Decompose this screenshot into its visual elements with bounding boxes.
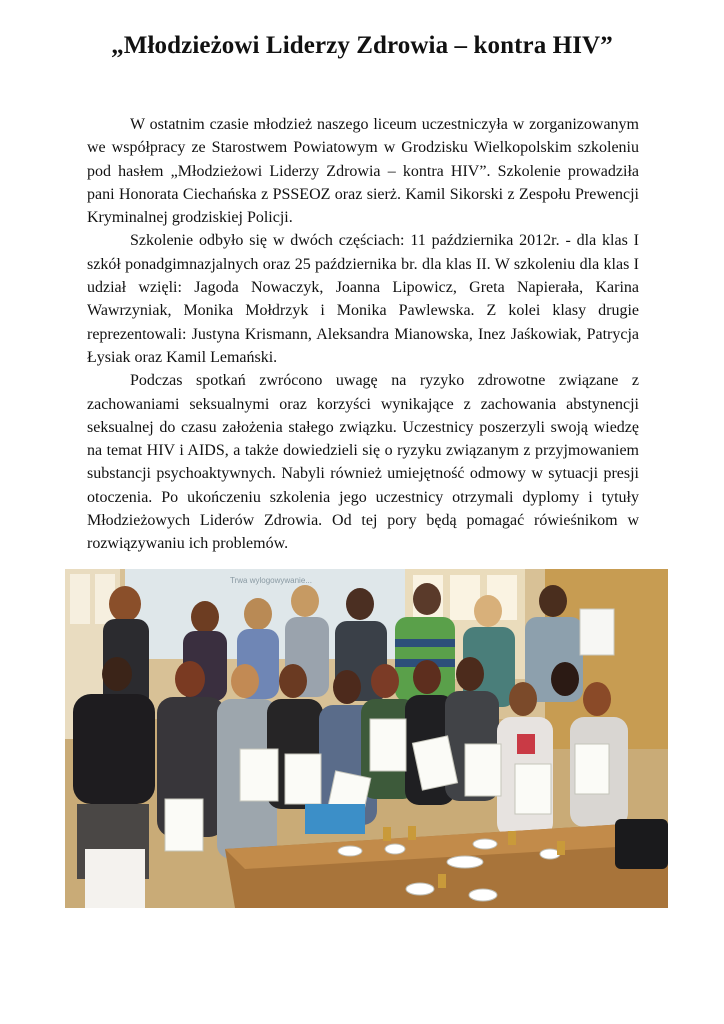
document-title: „Młodzieżowi Liderzy Zdrowia – kontra HIV” [111,32,613,59]
article-body [87,113,639,556]
paragraph-1: W ostatnim czasie młodzież naszego liceum uczestniczyła w zorganizowanym we współpracy ze Starostwem Powiatowym w Grodzisku Wielkopolskim szkoleniu pod hasłem „Młodzieżowi Liderzy Zdrowia – kontra HIV”. Szkolenie prowadziła pani Honorata Ciechańska z PSSEOZ oraz sierż. Kamil Sikorski z Zespołu Prewencji Kryminalnej grodziskiej Policji. [87,116,639,227]
group-photo [65,569,668,908]
paragraph-2: Szkolenie odbyło się w dwóch częściach: 11 października 2012r. - dla klas I szkół ponadgimnazjalnych oraz 25 października br. dla klas II. W szkoleniu dla klas I udział wzięli: Jagoda Nowaczyk, Joanna Lipowicz, Greta Napierała, Karina Wawrzyniak, Monika Mołdrzyk i Monika Pawlewska. Z kolei klasy drugie reprezentowali: Justyna Krismann, Aleksandra Mianowska, Inez Jaśkowiak, Patrycja Łysiak oraz Kamil Lemański. [87,232,639,366]
screen-caption: Trwa wylogowywanie... [230,576,312,585]
paragraph-3: Podczas spotkań zwrócono uwagę na ryzyko zdrowotne związane z zachowaniami seksualnymi oraz korzyści wynikające z zachowania abstynencji seksualnej do czasu założenia stałego związku. Uczestnicy poszerzyli swoją wiedzę na temat HIV i AIDS, a także dowiedzieli się o ryzyku związanym z przyjmowaniem substancji psychoaktywnych. Nabyli również umiejętność odmowy w sytuacji presji otoczenia. Po ukończeniu szkolenia jego uczestnicy otrzymali dyplomy i tytuły Młodzieżowych Liderów Zdrowia. Od tej pory będą pomagać rówieśnikom w rozwiązywaniu ich problemów. [87,372,639,553]
